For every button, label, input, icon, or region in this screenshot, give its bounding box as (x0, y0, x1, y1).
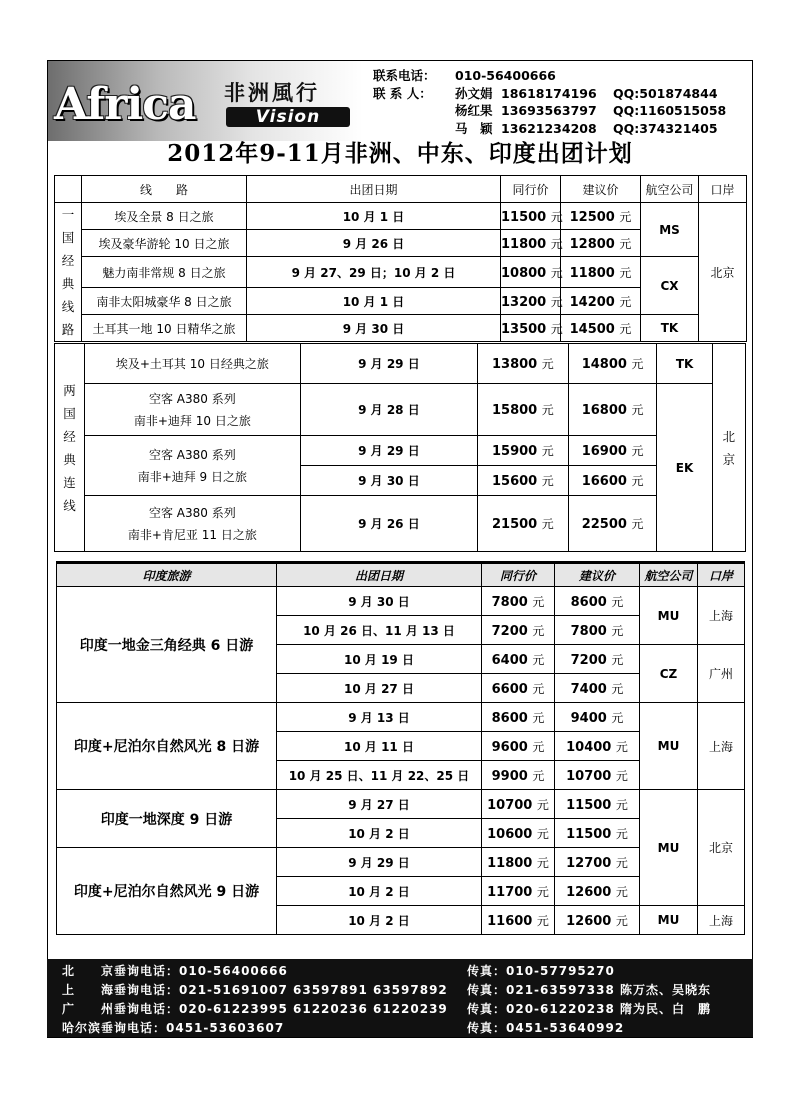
table-cell: 10 月 19 日 (277, 645, 482, 674)
table-header-row: 线 路 出团日期 同行价 建议价 航空公司 口岸 (55, 176, 747, 203)
table-cell: 14500 元 (561, 315, 641, 342)
table-cell: MS (641, 203, 699, 257)
table-cell: 10600 元 (482, 819, 555, 848)
table-cell: 10 月 26 日、11 月 13 日 (277, 616, 482, 645)
main-phone: 010-56400666 (455, 68, 556, 83)
table-row (55, 315, 747, 342)
table-cell: 11500 元 (501, 203, 561, 230)
table-cell: 埃及+土耳其 10 日经典之旅 (84, 344, 300, 384)
table-cell: 9 月 27 日 (277, 790, 482, 819)
table-cell: 11500 元 (555, 819, 640, 848)
table-cell: 6600 元 (482, 674, 555, 703)
table-cell: 6400 元 (482, 645, 555, 674)
table-row (55, 496, 746, 552)
table-cell: 13200 元 (501, 288, 561, 315)
table-cell: 魅力南非常规 8 日之旅 (82, 257, 247, 288)
table-cell: 15600 元 (478, 466, 569, 496)
table-cell: 10 月 27 日 (277, 674, 482, 703)
table-cell: 13500 元 (501, 315, 561, 342)
table-cell: 9 月 29 日 (300, 344, 477, 384)
table-cell: 9900 元 (482, 761, 555, 790)
table-cell: 印度一地深度 9 日游 (57, 790, 277, 848)
table-cell: 10 月 1 日 (247, 288, 501, 315)
table-cell: 9 月 30 日 (277, 587, 482, 616)
table-row (55, 344, 746, 384)
table-cell: 10 月 2 日 (277, 819, 482, 848)
table-header-row: 印度旅游 出团日期 同行价 建议价 航空公司 口岸 (57, 563, 745, 587)
table-cell: 10 月 25 日、11 月 22、25 日 (277, 761, 482, 790)
table-cell: 8600 元 (555, 587, 640, 616)
table-cell: 10700 元 (555, 761, 640, 790)
table-cell: CZ (640, 645, 698, 703)
table-cell: 9 月 27、29 日；10 月 2 日 (247, 257, 501, 288)
table-cell: 上海 (698, 703, 745, 790)
table-cell: 13800 元 (478, 344, 569, 384)
table-cell: 10400 元 (555, 732, 640, 761)
table-cell: TK (641, 315, 699, 342)
table-row (57, 790, 745, 819)
table-cell: 7200 元 (555, 645, 640, 674)
table-cell: 15800 元 (478, 384, 569, 436)
table-cell: 9 月 30 日 (300, 466, 477, 496)
table-cell: 10800 元 (501, 257, 561, 288)
contact-info: 联系电话： 010-56400666 联 系 人： 孙文娟 18618174196 QQ:501874844 杨红果 13693563797 QQ:1160515058 马 颖 13621234208 QQ:374321405 (373, 68, 727, 136)
table-cell: 10 月 11 日 (277, 732, 482, 761)
africa-vision-logo (48, 61, 363, 141)
table-cell: 11800 元 (482, 848, 555, 877)
two-country-table (54, 343, 746, 552)
table-cell: 9400 元 (555, 703, 640, 732)
table-cell: 7400 元 (555, 674, 640, 703)
table-cell: 16900 元 (568, 436, 657, 466)
logo-cn-text: 非洲風行 (224, 81, 320, 105)
page-title: 2012年9-11月非洲、中东、印度出团计划 (167, 140, 633, 167)
table-cell: 北京 (698, 790, 745, 906)
table-cell: EK (657, 384, 712, 552)
table-cell: 11600 元 (482, 906, 555, 935)
table-cell: 16800 元 (568, 384, 657, 436)
table-cell: 10 月 1 日 (247, 203, 501, 230)
table-cell: 7800 元 (555, 616, 640, 645)
table-row (57, 587, 745, 616)
category-label: 两 国 经 典 连 线 (55, 344, 85, 552)
table-cell: 11800 元 (501, 230, 561, 257)
table-cell: 7200 元 (482, 616, 555, 645)
table-cell: 9600 元 (482, 732, 555, 761)
table-row (55, 384, 746, 436)
table-cell: 12500 元 (561, 203, 641, 230)
table-row (55, 203, 747, 230)
table-cell: 12800 元 (561, 230, 641, 257)
table-row (55, 257, 747, 288)
table-cell: 南非太阳城豪华 8 日之旅 (82, 288, 247, 315)
table-cell: 11500 元 (555, 790, 640, 819)
table-cell: 11800 元 (561, 257, 641, 288)
table-cell: MU (640, 790, 698, 906)
table-cell: 上海 (698, 587, 745, 645)
table-row (55, 436, 746, 466)
table-cell: 15900 元 (478, 436, 569, 466)
table-cell: 12600 元 (555, 877, 640, 906)
table-cell: 12600 元 (555, 906, 640, 935)
table-cell: MU (640, 906, 698, 935)
one-country-table (54, 175, 747, 342)
table-cell: 14200 元 (561, 288, 641, 315)
table-cell: MU (640, 703, 698, 790)
flyer-sheet (47, 60, 753, 1038)
table-cell: 印度一地金三角经典 6 日游 (57, 587, 277, 703)
table-cell: 9 月 29 日 (277, 848, 482, 877)
table-cell: 14800 元 (568, 344, 657, 384)
port: 北京 (699, 203, 747, 342)
table-cell: 10 月 2 日 (277, 877, 482, 906)
table-cell: CX (641, 257, 699, 315)
table-cell: 16600 元 (568, 466, 657, 496)
table-cell: 埃及豪华游轮 10 日之旅 (82, 230, 247, 257)
table-cell: 上海 (698, 906, 745, 935)
table-cell: 9 月 30 日 (247, 315, 501, 342)
table-cell: 9 月 29 日 (300, 436, 477, 466)
table-cell: TK (657, 344, 712, 384)
category-label: 一 国 经 典 线 路 (55, 203, 82, 342)
table-cell: 12700 元 (555, 848, 640, 877)
table-cell: 空客 A380 系列 南非+迪拜 9 日之旅 (84, 436, 300, 496)
table-cell: 印度+尼泊尔自然风光 9 日游 (57, 848, 277, 935)
table-cell: 9 月 28 日 (300, 384, 477, 436)
port: 北 京 (712, 344, 745, 552)
table-cell: 9 月 13 日 (277, 703, 482, 732)
table-cell: 空客 A380 系列 南非+迪拜 10 日之旅 (84, 384, 300, 436)
table-cell: 9 月 26 日 (247, 230, 501, 257)
logo-vision-text: Vision (226, 107, 350, 127)
contact-footer: 北 京垂询电话：010-56400666 传真：010-57795270 上 海垂询电话：021-51691007 63597891 63597892 传真：021-63597338 陈万杰、吴晓东 广 州垂询电话：020-61223995 61220236 61220239 传真：020-61220238 隋为民、白 鹏 哈尔滨垂询电话：0451-53603607 传真：0451-53640992 (47, 959, 753, 1037)
table-cell: 埃及全景 8 日之旅 (82, 203, 247, 230)
table-cell: 8600 元 (482, 703, 555, 732)
table-cell: 10700 元 (482, 790, 555, 819)
table-cell: 10 月 2 日 (277, 906, 482, 935)
logo-africa-text: Africa (54, 79, 196, 130)
table-cell: 印度+尼泊尔自然风光 8 日游 (57, 703, 277, 790)
table-row (57, 703, 745, 732)
table-cell: 9 月 26 日 (300, 496, 477, 552)
table-cell: 7800 元 (482, 587, 555, 616)
table-cell: 22500 元 (568, 496, 657, 552)
india-table (56, 561, 745, 935)
table-cell: MU (640, 587, 698, 645)
table-cell: 11700 元 (482, 877, 555, 906)
table-cell: 土耳其一地 10 日精华之旅 (82, 315, 247, 342)
table-cell: 空客 A380 系列 南非+肯尼亚 11 日之旅 (84, 496, 300, 552)
table-cell: 广州 (698, 645, 745, 703)
table-cell: 21500 元 (478, 496, 569, 552)
